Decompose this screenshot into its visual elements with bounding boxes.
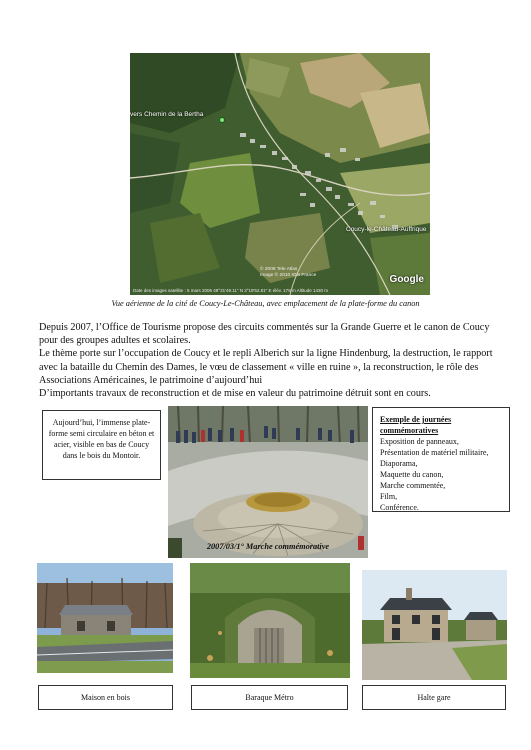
metro-hut-photo [190, 563, 350, 678]
list-item: Conférence. [380, 503, 419, 512]
gun-platform-image [168, 406, 368, 558]
list-item: Exposition de panneaux, [380, 437, 459, 446]
list-item: Diaporama, [380, 459, 418, 468]
intro-paragraph: D’importants travaux de reconstruction et de mise en valeur du patrimoine détruit sont en cours. [39, 388, 431, 400]
aerial-imagery [130, 53, 430, 295]
map-copyright: © 2008 Tele Atlas Image © 2010 IGN France [260, 267, 317, 278]
commemorative-days-heading: Exemple de journées commémoratives [380, 415, 452, 435]
list-item: Film, [380, 492, 398, 501]
commemorative-days-box [372, 407, 510, 512]
platform-description-box: Aujourd’hui, l’immense plate-forme semi circulaire en béton et acier, visible en bas de Coucy dans le bois du Montoir. [42, 410, 161, 480]
metro-hut-image [190, 563, 350, 678]
photo-label-maison: Maison en bois [38, 685, 173, 710]
aerial-caption: Vue aérienne de la cité de Coucy-Le-Château, avec emplacement de la plate-forme du canon [111, 299, 420, 308]
photo-label-halte: Halte gare [362, 685, 506, 710]
list-item: Présentation de matériel militaire, [380, 448, 489, 457]
google-watermark: Google [389, 274, 424, 285]
commemorative-days-list [380, 436, 502, 513]
wooden-house-photo [37, 563, 173, 673]
railway-stop-image [362, 570, 507, 680]
aerial-photo [130, 53, 430, 295]
marker-label: vers Chemin de la Bertha [130, 111, 204, 118]
main-photo-caption: 2007/03/1° Marche commémorative [206, 542, 330, 551]
town-label: Coucy-le-Château-Auffrique [346, 226, 427, 233]
intro-paragraph: Depuis 2007, l’Office de Tourisme propose des circuits commentés sur la Grande Guerre et le canon de Coucy pour des groupes adultes et scolaires. [39, 322, 490, 347]
railway-stop-photo [362, 570, 507, 680]
photo-label-baraque: Baraque Métro [191, 685, 348, 710]
location-pin-icon [219, 117, 225, 123]
gun-platform-photo [168, 406, 368, 558]
list-item: Marche commentée, [380, 481, 446, 490]
intro-paragraph: Le thème porte sur l’occupation de Coucy et le repli Alberich sur la ligne Hindenburg, la destruction, le rapport avec la bataille du Chemin des Dames, le vœu de classement « ville en ruine », la reconstruction, le rôle des Associations Américaines, le patrimoine d’aujourd’hui [39, 348, 493, 386]
wooden-house-image [37, 563, 173, 673]
intro-text [39, 321, 499, 400]
map-footer: Date des images satellite : 5 mars 2006 49°31'49.11" N 3°19'52.81" E élév. 176 m Altitude 1430 m [133, 288, 328, 293]
list-item: Maquette du canon, [380, 470, 444, 479]
